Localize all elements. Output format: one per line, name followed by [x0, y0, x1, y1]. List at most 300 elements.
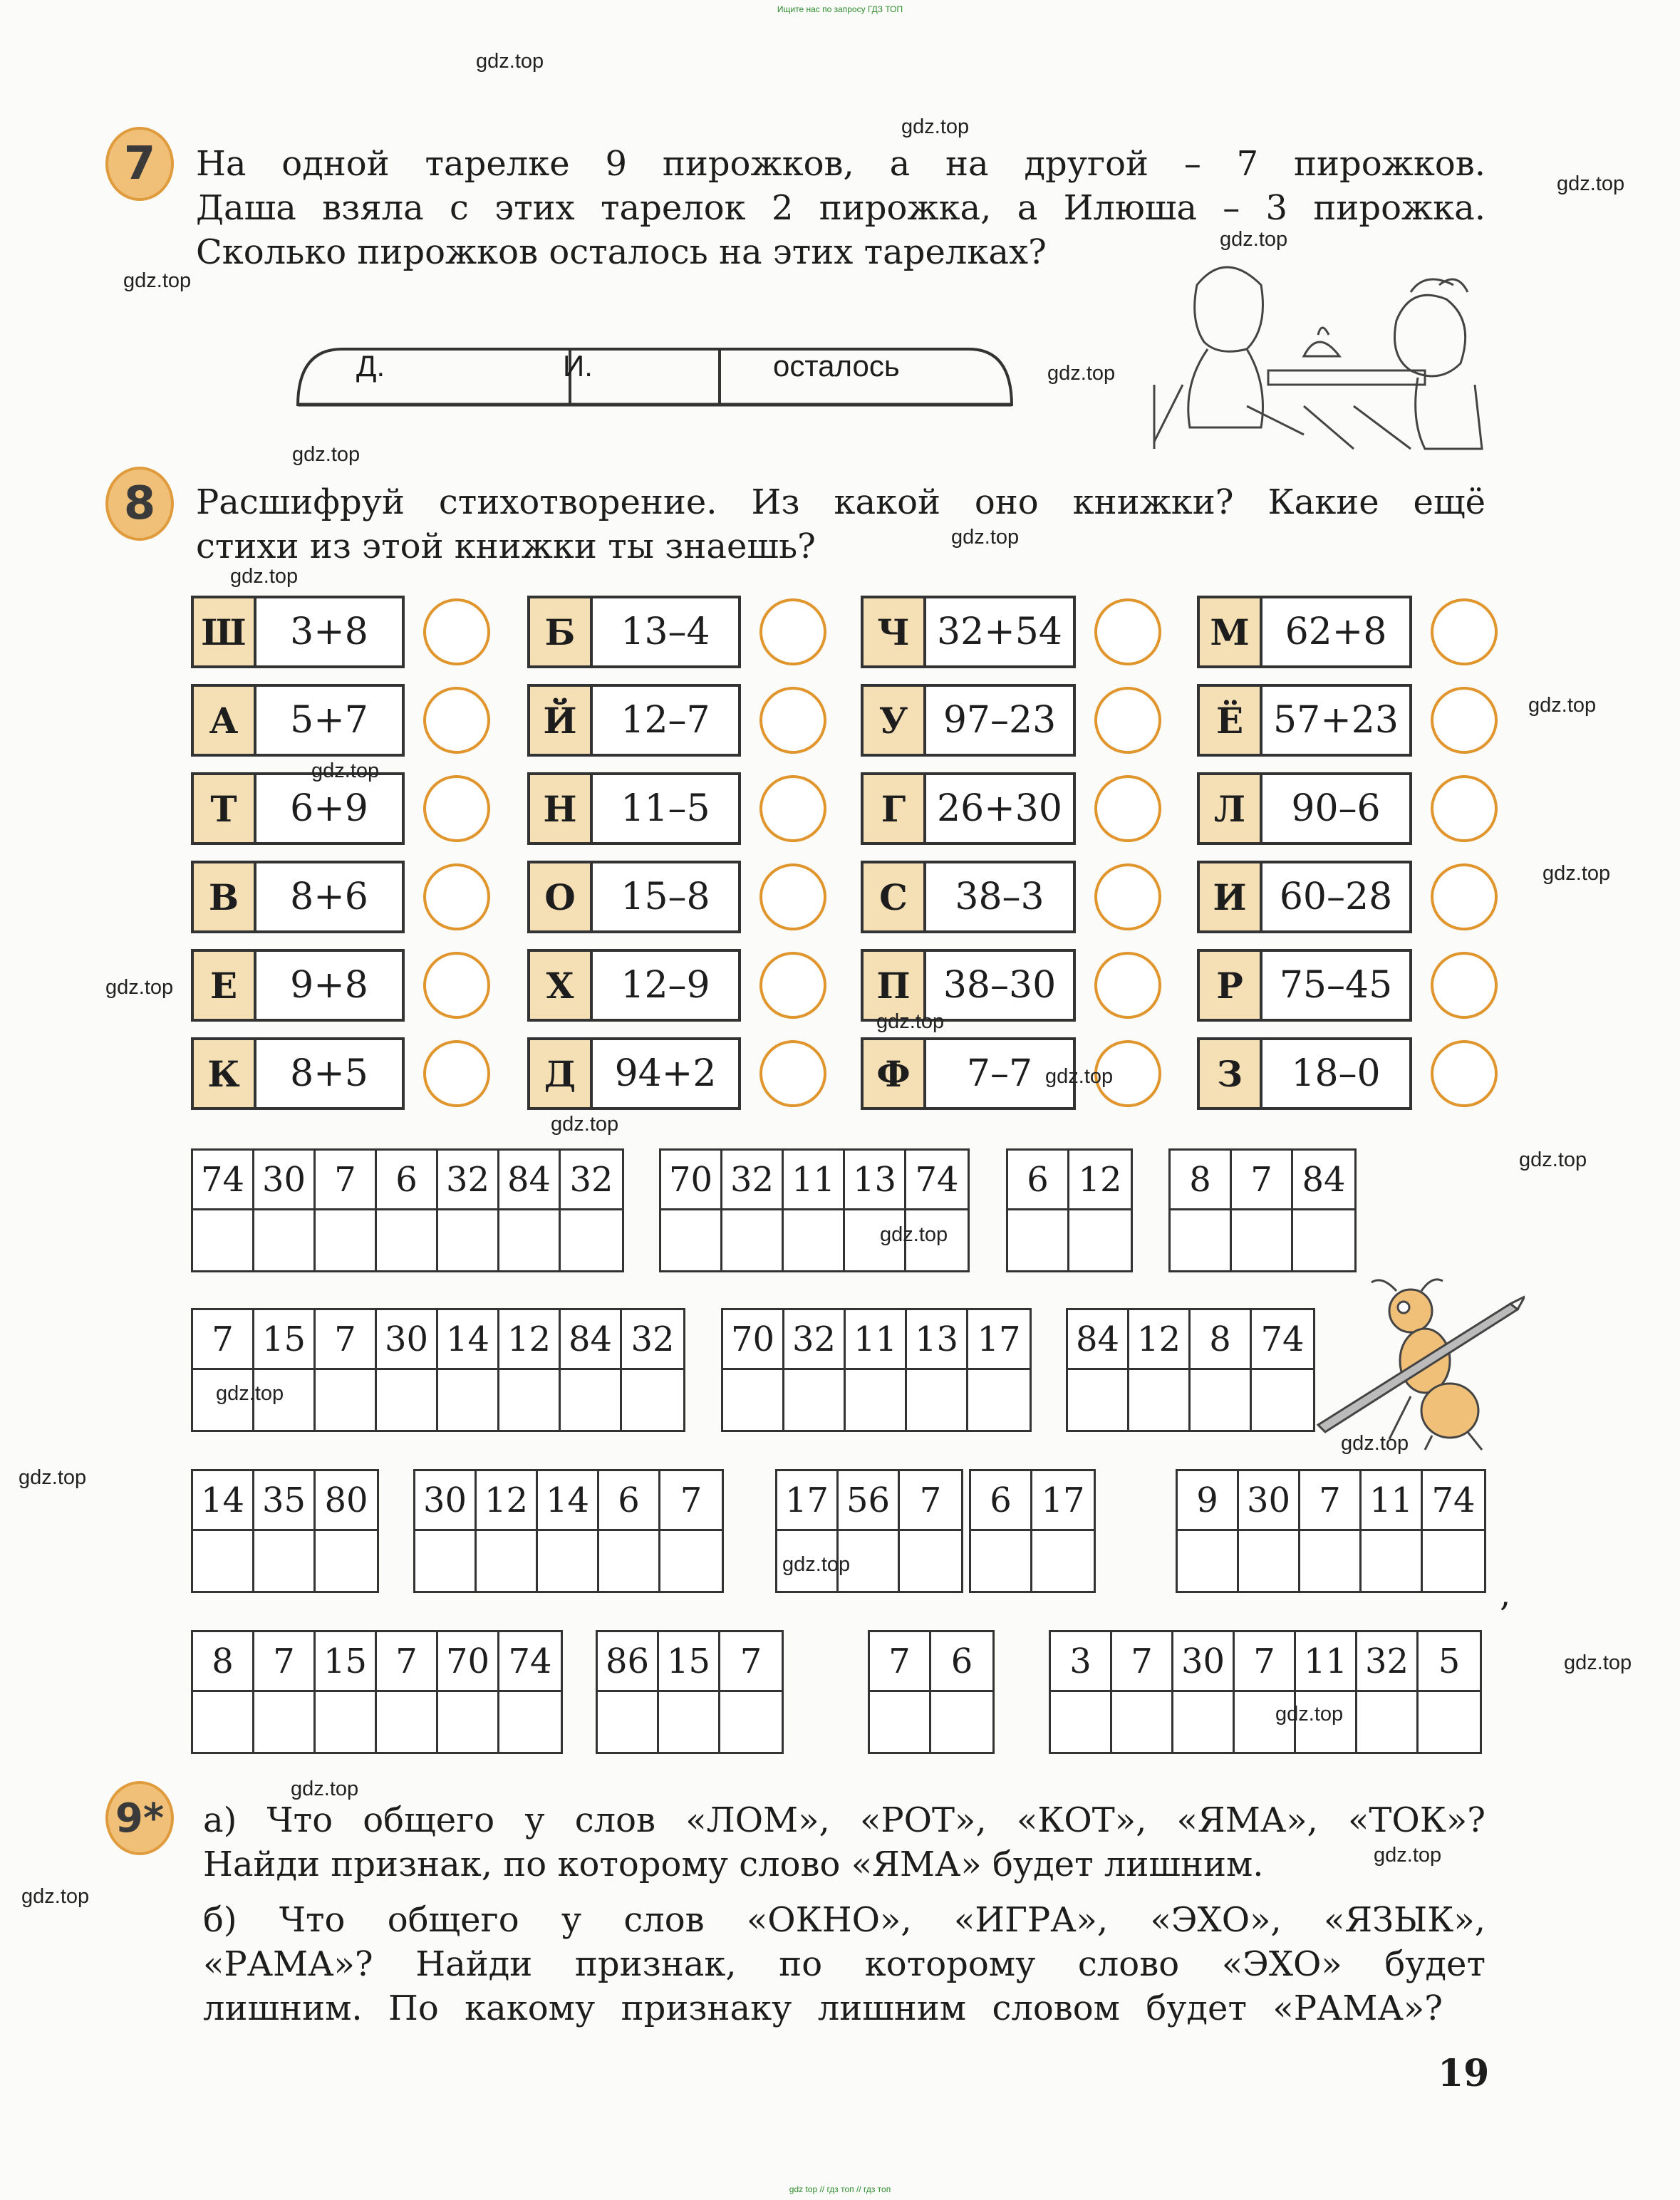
grid-letter-slot[interactable]	[622, 1370, 683, 1430]
grid-letter-slot[interactable]	[598, 1692, 657, 1752]
grid-letter-slot[interactable]	[316, 1370, 375, 1430]
cipher-letter: Ш	[194, 598, 256, 665]
grid-cell	[661, 1151, 722, 1270]
grid-cell	[254, 1471, 316, 1591]
task-7-line-3: Сколько пирожков осталось на этих тарелках?	[196, 232, 1047, 272]
answer-grid	[596, 1630, 784, 1754]
cipher-letter: Р	[1200, 952, 1262, 1019]
answer-circle[interactable]	[759, 863, 826, 930]
watermark: gdz.top	[876, 1010, 945, 1033]
answer-circle[interactable]	[1094, 952, 1161, 1019]
grid-letter-slot[interactable]	[659, 1692, 718, 1752]
answer-circle[interactable]	[759, 1040, 826, 1107]
watermark: gdz.top	[1275, 1703, 1344, 1726]
grid-number: 6	[931, 1632, 992, 1692]
grid-cell	[1129, 1310, 1191, 1430]
grid-number: 8	[1191, 1310, 1250, 1370]
grid-cell	[660, 1471, 722, 1591]
cipher-expression: 11–5	[621, 787, 710, 830]
cipher-expression: 15–8	[621, 876, 710, 918]
grid-cell	[784, 1151, 845, 1270]
cipher-letter: А	[194, 687, 256, 754]
grid-number: 7	[254, 1632, 313, 1692]
cipher-letter: И	[1200, 863, 1262, 930]
grid-number: 7	[660, 1471, 722, 1531]
grid-letter-slot[interactable]	[1191, 1370, 1250, 1430]
cipher-card	[1197, 861, 1412, 933]
answer-circle[interactable]	[1094, 687, 1161, 754]
grid-letter-slot[interactable]	[1300, 1531, 1359, 1591]
grid-cell	[254, 1632, 316, 1752]
grid-letter-slot[interactable]	[377, 1692, 436, 1752]
answer-grid	[868, 1630, 995, 1754]
grid-number: 74	[193, 1151, 252, 1210]
grid-cell	[1068, 1310, 1129, 1430]
watermark: gdz.top	[1519, 1148, 1587, 1171]
grid-letter-slot[interactable]	[1068, 1370, 1127, 1430]
cipher-letter: С	[864, 863, 926, 930]
cipher-expression: 6+9	[290, 787, 368, 830]
grid-number: 7	[1235, 1632, 1294, 1692]
grid-number: 15	[316, 1632, 375, 1692]
answer-circle[interactable]	[1431, 775, 1498, 842]
grid-number: 30	[254, 1151, 313, 1210]
grid-letter-slot[interactable]	[1008, 1210, 1067, 1270]
grid-letter-slot[interactable]	[1112, 1692, 1171, 1752]
task-8-line-2: стихи из этой книжки ты знаешь?	[196, 526, 816, 566]
grid-letter-slot[interactable]	[316, 1210, 375, 1270]
watermark: gdz.top	[1557, 172, 1625, 195]
cipher-card	[1197, 596, 1412, 668]
grid-number: 84	[1068, 1310, 1127, 1370]
answer-grid	[413, 1469, 724, 1593]
grid-cell	[377, 1310, 438, 1430]
grid-number: 7	[1112, 1632, 1171, 1692]
answer-circle[interactable]	[1431, 1040, 1498, 1107]
grid-letter-slot[interactable]	[377, 1210, 436, 1270]
task-9b-line-2: «РАМА»? Найди признак, по которому слово «ЭХО» будет	[203, 1944, 1485, 1984]
grid-letter-slot[interactable]	[1239, 1531, 1298, 1591]
task-9a-line-2: Найди признак, по которому слово «ЯМА» будет лишним.	[203, 1844, 1264, 1884]
cipher-expression: 9+8	[290, 964, 368, 1007]
grid-letter-slot[interactable]	[538, 1531, 597, 1591]
grid-cell	[1419, 1632, 1480, 1752]
cipher-card	[191, 772, 405, 845]
grid-letter-slot[interactable]	[1173, 1692, 1233, 1752]
grid-cell	[193, 1151, 254, 1270]
cipher-expression: 97–23	[943, 699, 1057, 742]
watermark: gdz.top	[21, 1885, 90, 1908]
cipher-card	[191, 596, 405, 668]
answer-circle[interactable]	[1431, 598, 1498, 665]
grid-letter-slot[interactable]	[1129, 1370, 1188, 1430]
grid-cell	[193, 1471, 254, 1591]
cipher-card	[1197, 949, 1412, 1022]
grid-number: 7	[193, 1310, 252, 1370]
header-banner: Ищите нас по запросу ГДЗ ТОП	[777, 4, 903, 14]
answer-circle[interactable]	[423, 1040, 490, 1107]
task-9a-line-1: а) Что общего у слов «ЛОМ», «РОТ», «КОТ», «ЯМА», «ТОК»?	[203, 1800, 1485, 1840]
grid-letter-slot[interactable]	[846, 1370, 905, 1430]
grid-letter-slot[interactable]	[722, 1210, 782, 1270]
grid-number: 32	[784, 1310, 844, 1370]
grid-cell	[538, 1471, 599, 1591]
grid-number: 32	[438, 1151, 497, 1210]
grid-number: 84	[561, 1310, 620, 1370]
grid-cell	[477, 1471, 538, 1591]
grid-cell	[1423, 1471, 1484, 1591]
cipher-expression: 3+8	[290, 611, 368, 653]
cipher-expression: 62+8	[1285, 611, 1387, 653]
cipher-card	[861, 684, 1076, 757]
grid-letter-slot[interactable]	[499, 1692, 561, 1752]
grid-letter-slot[interactable]	[377, 1370, 436, 1430]
cipher-expression: 38–30	[943, 964, 1057, 1007]
watermark: gdz.top	[1220, 228, 1288, 251]
grid-number: 6	[971, 1471, 1030, 1531]
answer-circle[interactable]	[759, 952, 826, 1019]
answer-grid	[1168, 1148, 1357, 1272]
cipher-letter: О	[530, 863, 593, 930]
grid-letter-slot[interactable]	[660, 1531, 722, 1591]
grid-number: 32	[722, 1151, 782, 1210]
cipher-card	[527, 684, 741, 757]
grid-letter-slot[interactable]	[1178, 1531, 1237, 1591]
grid-letter-slot[interactable]	[870, 1692, 929, 1752]
watermark: gdz.top	[19, 1466, 87, 1489]
cipher-expression: 90–6	[1291, 787, 1381, 830]
grid-letter-slot[interactable]	[561, 1210, 622, 1270]
grid-letter-slot[interactable]	[1362, 1531, 1421, 1591]
grid-cell	[845, 1151, 906, 1270]
grid-cell	[907, 1310, 968, 1430]
grid-number: 8	[193, 1632, 252, 1692]
grid-number: 17	[968, 1310, 1030, 1370]
grid-cell	[598, 1632, 659, 1752]
answer-circle[interactable]	[1094, 598, 1161, 665]
grid-cell	[931, 1632, 992, 1752]
grid-cell	[1171, 1151, 1232, 1270]
grid-cell	[438, 1151, 499, 1270]
grid-number: 14	[193, 1471, 252, 1531]
cipher-expression: 57+23	[1273, 699, 1399, 742]
cipher-letter: П	[864, 952, 926, 1019]
answer-grid	[1066, 1308, 1315, 1432]
answer-grid	[191, 1630, 563, 1754]
answer-circle[interactable]	[423, 863, 490, 930]
grid-number: 14	[438, 1310, 497, 1370]
grid-letter-slot[interactable]	[193, 1692, 252, 1752]
segment-label-d: Д.	[356, 349, 385, 383]
cipher-card	[861, 1037, 1076, 1110]
grid-number: 32	[561, 1151, 622, 1210]
grid-cell	[659, 1632, 720, 1752]
cipher-card	[191, 861, 405, 933]
cipher-letter: Е	[194, 952, 256, 1019]
grid-letter-slot[interactable]	[1032, 1531, 1094, 1591]
cipher-card	[1197, 1037, 1412, 1110]
grid-cell	[316, 1151, 377, 1270]
answer-grid	[659, 1148, 970, 1272]
task-7-line-1: На одной тарелке 9 пирожков, а на другой – 7 пирожков.	[196, 144, 1485, 184]
cipher-expression: 26+30	[937, 787, 1062, 830]
grid-letter-slot[interactable]	[561, 1370, 620, 1430]
grid-cell	[1008, 1151, 1069, 1270]
cipher-expression: 12–9	[621, 964, 710, 1007]
grid-number: 7	[720, 1632, 782, 1692]
grid-number: 7	[377, 1632, 436, 1692]
grid-letter-slot[interactable]	[931, 1692, 992, 1752]
task-8-line-1: Расшифруй стихотворение. Из какой оно книжки? Какие ещё	[196, 482, 1485, 522]
grid-number: 35	[254, 1471, 313, 1531]
grid-letter-slot[interactable]	[1051, 1692, 1110, 1752]
cipher-expression: 5+7	[290, 699, 368, 742]
grid-cell	[1300, 1471, 1362, 1591]
grid-number: 74	[1423, 1471, 1484, 1531]
grid-letter-slot[interactable]	[499, 1370, 559, 1430]
grid-letter-slot[interactable]	[599, 1531, 658, 1591]
grid-letter-slot[interactable]	[661, 1210, 720, 1270]
grid-letter-slot[interactable]	[1293, 1210, 1354, 1270]
cipher-letter: Й	[530, 687, 593, 754]
grid-letter-slot[interactable]	[907, 1370, 966, 1430]
cipher-letter: Ё	[1200, 687, 1262, 754]
answer-circle[interactable]	[1431, 863, 1498, 930]
answer-grid	[1006, 1148, 1133, 1272]
children-tea-illustration	[1140, 242, 1496, 456]
cipher-expression: 32+54	[937, 611, 1062, 653]
answer-circle[interactable]	[423, 775, 490, 842]
watermark: gdz.top	[901, 115, 970, 138]
watermark: gdz.top	[1047, 362, 1116, 385]
grid-number: 12	[477, 1471, 536, 1531]
grid-letter-slot[interactable]	[1419, 1692, 1480, 1752]
answer-circle[interactable]	[1431, 687, 1498, 754]
grid-cell	[1296, 1632, 1357, 1752]
grid-cell	[720, 1632, 782, 1752]
grid-number: 74	[906, 1151, 968, 1210]
grid-number: 11	[784, 1151, 843, 1210]
cipher-card	[191, 949, 405, 1022]
grid-cell	[499, 1151, 561, 1270]
watermark: gdz.top	[476, 50, 544, 73]
ant-pencil-illustration	[1304, 1275, 1525, 1453]
grid-cell	[1191, 1310, 1252, 1430]
grid-letter-slot[interactable]	[415, 1531, 475, 1591]
grid-cell	[870, 1632, 931, 1752]
watermark: gdz.top	[216, 1382, 284, 1405]
grid-letter-slot[interactable]	[720, 1692, 782, 1752]
task-7-number: 7	[105, 127, 174, 201]
answer-grid	[969, 1469, 1096, 1593]
grid-number: 7	[1300, 1471, 1359, 1531]
grid-cell	[599, 1471, 660, 1591]
grid-letter-slot[interactable]	[438, 1370, 497, 1430]
grid-number: 7	[1232, 1151, 1291, 1210]
watermark: gdz.top	[1542, 862, 1611, 885]
grid-cell	[316, 1310, 377, 1430]
grid-number: 3	[1051, 1632, 1110, 1692]
grid-number: 11	[1296, 1632, 1355, 1692]
grid-cell	[906, 1151, 968, 1270]
watermark: gdz.top	[1528, 694, 1597, 717]
answer-circle[interactable]	[759, 687, 826, 754]
grid-cell	[1069, 1151, 1131, 1270]
grid-cell	[846, 1310, 907, 1430]
grid-number: 30	[415, 1471, 475, 1531]
grid-cell	[377, 1632, 438, 1752]
task-9b-line-1: б) Что общего у слов «ОКНО», «ИГРА», «ЭХО», «ЯЗЫК»,	[203, 1900, 1485, 1940]
grid-letter-slot[interactable]	[254, 1210, 313, 1270]
grid-letter-slot[interactable]	[254, 1692, 313, 1752]
grid-number: 12	[1129, 1310, 1188, 1370]
grid-letter-slot[interactable]	[1232, 1210, 1291, 1270]
grid-number: 74	[499, 1632, 561, 1692]
grid-number: 30	[1239, 1471, 1298, 1531]
grid-number: 17	[1032, 1471, 1094, 1531]
cipher-expression: 60–28	[1279, 876, 1393, 918]
cipher-card	[527, 949, 741, 1022]
grid-cell	[722, 1151, 784, 1270]
answer-circle[interactable]	[1094, 775, 1161, 842]
cipher-letter: Г	[864, 775, 926, 842]
cipher-expression: 8+5	[290, 1052, 368, 1095]
grid-cell	[1173, 1632, 1235, 1752]
watermark: gdz.top	[880, 1223, 948, 1246]
grid-number: 6	[599, 1471, 658, 1531]
grid-cell	[193, 1310, 254, 1430]
watermark: gdz.top	[1341, 1432, 1409, 1455]
cipher-card	[191, 1037, 405, 1110]
grid-number: 7	[316, 1151, 375, 1210]
grid-cell	[316, 1632, 377, 1752]
grid-letter-slot[interactable]	[1069, 1210, 1131, 1270]
grid-cell	[1051, 1632, 1112, 1752]
cipher-card	[1197, 772, 1412, 845]
grid-letter-slot[interactable]	[254, 1531, 313, 1591]
grid-number: 8	[1171, 1151, 1230, 1210]
grid-number: 80	[316, 1471, 377, 1531]
grid-letter-slot[interactable]	[316, 1531, 377, 1591]
grid-number: 70	[723, 1310, 782, 1370]
cipher-letter: У	[864, 687, 926, 754]
grid-cell	[1357, 1632, 1419, 1752]
grid-letter-slot[interactable]	[971, 1531, 1030, 1591]
cipher-expression: 13–4	[621, 611, 710, 653]
cipher-expression: 38–3	[955, 876, 1044, 918]
grid-letter-slot[interactable]	[1423, 1531, 1484, 1591]
task-8-number: 8	[105, 467, 174, 541]
watermark: gdz.top	[782, 1553, 851, 1576]
page-number: 19	[1438, 2052, 1490, 2095]
answer-grid	[1176, 1469, 1486, 1593]
grid-letter-slot[interactable]	[316, 1692, 375, 1752]
cipher-card	[861, 861, 1076, 933]
grid-number: 86	[598, 1632, 657, 1692]
answer-grid	[721, 1308, 1032, 1432]
cipher-letter: М	[1200, 598, 1262, 665]
grid-cell	[438, 1310, 499, 1430]
watermark: gdz.top	[291, 1778, 359, 1800]
watermark: gdz.top	[292, 443, 361, 466]
grid-letter-slot[interactable]	[499, 1210, 559, 1270]
grid-letter-slot[interactable]	[1171, 1210, 1230, 1270]
grid-letter-slot[interactable]	[477, 1531, 536, 1591]
grid-cell	[900, 1471, 961, 1591]
grid-letter-slot[interactable]	[193, 1210, 252, 1270]
answer-circle[interactable]	[1431, 952, 1498, 1019]
segment-label-i: И.	[563, 349, 593, 383]
grid-cell	[1235, 1632, 1296, 1752]
answer-circle[interactable]	[759, 775, 826, 842]
cipher-expression: 94+2	[614, 1052, 717, 1095]
grid-comma: ,	[1500, 1574, 1511, 1614]
answer-circle[interactable]	[1094, 863, 1161, 930]
watermark: gdz.top	[1564, 1651, 1632, 1674]
grid-letter-slot[interactable]	[968, 1370, 1030, 1430]
grid-number: 6	[377, 1151, 436, 1210]
grid-letter-slot[interactable]	[438, 1210, 497, 1270]
grid-cell	[561, 1310, 622, 1430]
answer-circle[interactable]	[423, 598, 490, 665]
grid-cell	[1032, 1471, 1094, 1591]
grid-letter-slot[interactable]	[723, 1370, 782, 1430]
grid-number: 56	[839, 1471, 898, 1531]
cipher-expression: 18–0	[1291, 1052, 1381, 1095]
grid-number: 12	[499, 1310, 559, 1370]
grid-number: 13	[907, 1310, 966, 1370]
grid-number: 9	[1178, 1471, 1237, 1531]
grid-letter-slot[interactable]	[784, 1370, 844, 1430]
grid-number: 15	[254, 1310, 313, 1370]
watermark: gdz.top	[105, 976, 174, 999]
grid-cell	[1112, 1632, 1173, 1752]
cipher-letter: Ч	[864, 598, 926, 665]
grid-letter-slot[interactable]	[900, 1531, 961, 1591]
grid-cell	[377, 1151, 438, 1270]
grid-cell	[193, 1632, 254, 1752]
grid-cell	[1239, 1471, 1300, 1591]
cipher-letter: Д	[530, 1040, 593, 1107]
grid-letter-slot[interactable]	[438, 1692, 497, 1752]
answer-circle[interactable]	[759, 598, 826, 665]
grid-cell	[622, 1310, 683, 1430]
answer-circle[interactable]	[423, 687, 490, 754]
grid-number: 5	[1419, 1632, 1480, 1692]
cipher-letter: К	[194, 1040, 256, 1107]
grid-cell	[254, 1310, 316, 1430]
task-9b-line-3: лишним. По какому признаку лишним словом будет «РАМА»?	[203, 1988, 1443, 2028]
grid-letter-slot[interactable]	[193, 1531, 252, 1591]
grid-number: 17	[777, 1471, 836, 1531]
grid-number: 6	[1008, 1151, 1067, 1210]
task-7-line-2: Даша взяла с этих тарелок 2 пирожка, а Илюша – 3 пирожка.	[196, 188, 1485, 228]
answer-circle[interactable]	[423, 952, 490, 1019]
grid-letter-slot[interactable]	[1357, 1692, 1416, 1752]
grid-cell	[1362, 1471, 1423, 1591]
cipher-letter: Б	[530, 598, 593, 665]
grid-cell	[499, 1310, 561, 1430]
grid-cell	[968, 1310, 1030, 1430]
grid-number: 11	[846, 1310, 905, 1370]
watermark: gdz.top	[123, 269, 192, 292]
grid-cell	[971, 1471, 1032, 1591]
grid-letter-slot[interactable]	[784, 1210, 843, 1270]
grid-number: 7	[870, 1632, 929, 1692]
footer-banner: gdz top // гдз топ // гдз топ	[789, 2184, 891, 2194]
cipher-expression: 7–7	[966, 1052, 1033, 1095]
answer-grid	[191, 1469, 379, 1593]
